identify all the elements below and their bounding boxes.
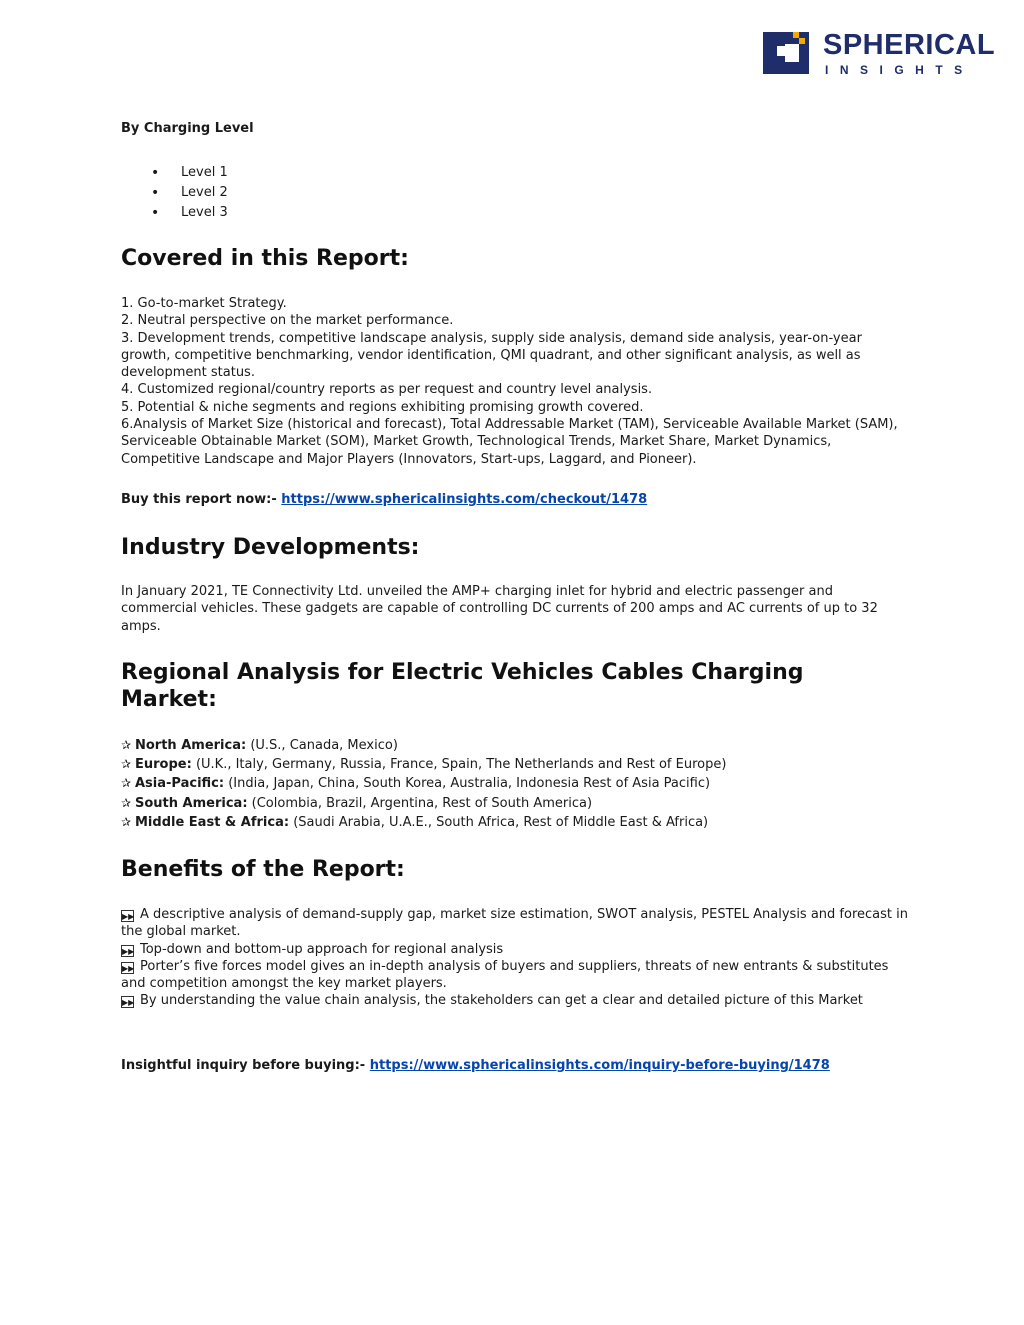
region-name: Europe:: [135, 757, 192, 773]
spherical-insights-logo: [763, 29, 996, 78]
benefit-item: [121, 906, 911, 941]
fast-forward-icon: ▶▶: [122, 912, 135, 921]
logo-mark-icon: [763, 30, 813, 76]
industry-text: In January 2021, TE Connectivity Ltd. unveiled the AMP+ charging inlet for hybrid and electric passenger and commercial vehicles. These gadgets are capable of controlling DC currents of 200 amps and AC currents of up to 32 amps.: [121, 584, 878, 634]
covered-line: 2. Neutral perspective on the market performance.: [121, 313, 454, 329]
region-countries: (U.S., Canada, Mexico): [250, 738, 398, 753]
region-countries: (India, Japan, China, South Korea, Australia, Indonesia Rest of Asia Pacific): [228, 776, 711, 792]
star-icon: ✰: [121, 738, 132, 752]
covered-heading: Covered in this Report:: [121, 246, 409, 271]
benefits-list: [121, 906, 911, 1010]
checkout-link[interactable]: https://www.sphericalinsights.com/checkout/1478: [281, 492, 648, 507]
region-item: [121, 736, 911, 755]
industry-heading: Industry Developments:: [121, 535, 420, 560]
list-item: • Level 1: [121, 164, 228, 184]
region-countries: (Saudi Arabia, U.A.E., South Africa, Rest of Middle East & Africa): [293, 814, 709, 830]
star-icon: ✰: [121, 757, 132, 772]
region-countries: (U.K., Italy, Germany, Russia, France, Spain, The Netherlands and Rest of Europe): [195, 757, 727, 773]
benefit-text: Top-down and bottom-up approach for regional analysis: [140, 941, 504, 957]
fast-forward-icon: ▶▶: [122, 998, 135, 1008]
regional-heading: Regional Analysis for Electric Vehicles Cables Charging Market:: [121, 660, 804, 712]
buy-now-line: [121, 491, 911, 509]
benefits-heading: Benefits of the Report:: [121, 857, 405, 882]
inquiry-label: Insightful inquiry before buying:-: [121, 1058, 366, 1073]
covered-line: 4. Customized regional/country reports as per request and country level analysis.: [121, 382, 653, 398]
region-name: Middle East & Africa:: [135, 814, 290, 830]
benefit-item: [121, 958, 911, 993]
region-name: South America:: [135, 795, 248, 811]
list-item: • Level 2: [121, 184, 228, 204]
region-countries: (Colombia, Brazil, Argentina, Rest of South America): [251, 795, 593, 811]
benefit-item: [121, 992, 911, 1009]
inquiry-link[interactable]: https://www.sphericalinsights.com/inquiry-before-buying/1478: [369, 1058, 830, 1073]
region-name: North America:: [135, 738, 247, 753]
benefit-text: A descriptive analysis of demand-supply gap, market size estimation, SWOT analysis, PESTEL Analysis and forecast in the global market.: [121, 907, 908, 940]
region-item: [121, 755, 911, 774]
region-list: [121, 736, 911, 832]
covered-line: 1. Go-to-market Strategy.: [121, 296, 287, 311]
covered-line: 5. Potential & niche segments and regions exhibiting promising growth covered.: [121, 399, 644, 415]
region-name: Asia-Pacific:: [135, 776, 225, 792]
covered-line: 6.Analysis of Market Size (historical and forecast), Total Addressable Market (TAM), Serviceable Available Market (SAM), Serviceable Obtainable Market (SOM), Market Growth, Technological Trends, Market Share, Market Dynamics, Competitive Landscape and Major Players (Innovators, Start-ups, Laggard, and Pioneer).: [121, 417, 898, 467]
region-item: [121, 794, 911, 813]
buy-now-label: Buy this report now:-: [121, 492, 277, 507]
benefit-item: [121, 941, 911, 958]
benefit-text: Porter’s five forces model gives an in-depth analysis of buyers and suppliers, threats of new entrants & substitutes and competition amongst the key market players.: [121, 958, 889, 992]
list-item: • Level 3: [121, 204, 228, 224]
region-item: [121, 774, 911, 793]
covered-line: 3. Development trends, competitive landscape analysis, supply side analysis, demand side analysis, year-on-year growth, competitive benchmarking, vendor identification, QMI quadrant, and other significant analysis, as well as development status.: [121, 330, 862, 381]
charging-level-heading: By Charging Level: [121, 121, 254, 136]
star-icon: ✰: [121, 776, 132, 791]
fast-forward-icon: ▶▶: [122, 963, 135, 973]
region-item: [121, 813, 911, 832]
charging-level-list: [121, 164, 228, 224]
covered-list: [121, 295, 911, 468]
logo-word-spherical: SPHERICAL: [823, 29, 996, 61]
logo-word-insights: INSIGHTS: [825, 63, 974, 77]
star-icon: ✰: [121, 795, 132, 810]
benefit-text: By understanding the value chain analysis, the stakeholders can get a clear and detailed picture of this Market: [140, 993, 863, 1009]
fast-forward-icon: ▶▶: [122, 946, 135, 956]
star-icon: ✰: [121, 814, 132, 829]
inquiry-line: [121, 1057, 841, 1075]
